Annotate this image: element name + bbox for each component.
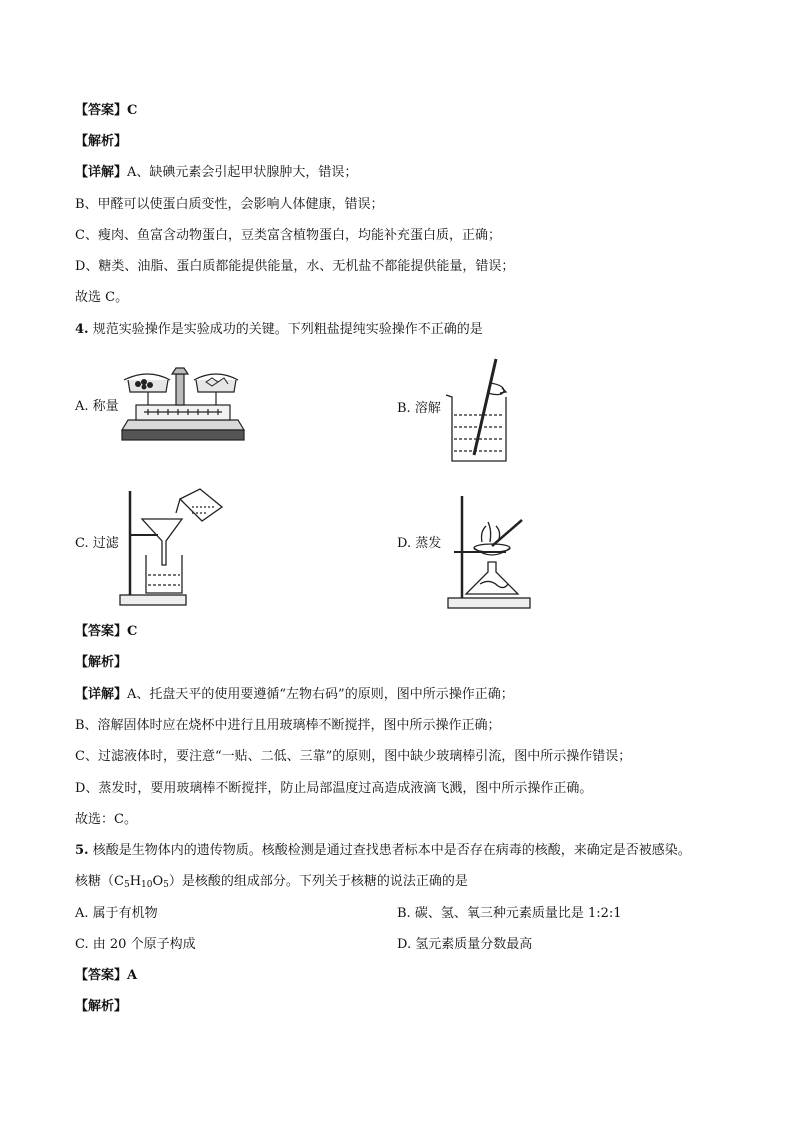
question-text: ）是核酸的组成部分。下列关于核糖的说法正确的是: [168, 874, 468, 889]
q5-answer: [75, 967, 137, 985]
q4-detail-a: [75, 686, 514, 704]
q4-analysis-label: 【解析】: [75, 655, 128, 670]
detail-text: A、托盘天平的使用要遵循“左物右码”的原则，图中所示操作正确；: [127, 687, 514, 702]
option-letter: C.: [75, 937, 89, 952]
q4-detail-b: B、溶解固体时应在烧杯中进行且用玻璃棒不断搅拌，图中所示操作正确；: [75, 718, 501, 733]
q4-option-b: [397, 400, 441, 418]
q3-answer: [75, 102, 137, 120]
option-text: 溶解: [414, 401, 441, 416]
option-text: 蒸发: [415, 536, 442, 551]
detail-text: A、缺碘元素会引起甲状腺肿大，错误；: [127, 165, 358, 180]
formula-text: O: [152, 874, 164, 889]
q4-conclusion: 故选：C。: [75, 812, 137, 827]
answer-value: A: [127, 968, 138, 983]
q4-stem: [75, 321, 483, 339]
formula-subscript: 5: [163, 880, 169, 890]
formula-subscript: 10: [141, 880, 153, 890]
evaporation-illustration: [446, 490, 536, 612]
answer-label: 【答案】: [75, 624, 128, 639]
option-letter: B.: [397, 401, 411, 416]
q4-detail-c: C、过滤液体时，要注意“一贴、二低、三靠”的原则，图中缺少玻璃棒引流，图中所示操作错误；: [75, 749, 632, 764]
q5-stem-line1: [75, 842, 691, 860]
q5-option-b: [397, 905, 622, 923]
q4-option-a: [75, 398, 119, 416]
formula-text: 核糖（C: [75, 874, 124, 889]
answer-value: C: [127, 103, 138, 118]
q5-option-d: [397, 936, 532, 954]
answer-label: 【答案】: [75, 968, 128, 983]
option-text: 碳、氢、氧三种元素质量比是 1:2:1: [414, 906, 622, 921]
option-letter: C.: [75, 536, 89, 551]
option-text: 由 20 个原子构成: [92, 937, 196, 952]
detail-label: 【详解】: [75, 687, 128, 702]
q5-stem-line2: [75, 873, 468, 891]
filtration-illustration: [118, 485, 228, 610]
q5-analysis-label: 【解析】: [75, 999, 128, 1014]
balance-illustration: [118, 360, 248, 450]
option-text: 过滤: [92, 536, 119, 551]
option-letter: A.: [75, 906, 89, 921]
option-letter: B.: [397, 906, 411, 921]
option-text: 属于有机物: [92, 906, 158, 921]
q3-analysis-label: 【解析】: [75, 134, 128, 149]
q3-detail-c: C、瘦肉、鱼富含动物蛋白，豆类富含植物蛋白，均能补充蛋白质，正确；: [75, 228, 501, 243]
q4-answer: [75, 623, 137, 641]
q3-detail-d: D、糖类、油脂、蛋白质都能提供能量，水、无机盐不都能提供能量，错误；: [75, 259, 515, 274]
q3-detail-a: [75, 164, 357, 182]
q4-option-c: [75, 535, 119, 553]
formula-subscript: 5: [123, 880, 130, 890]
dissolving-illustration: [444, 355, 514, 465]
question-text: 核酸是生物体内的遗传物质。核酸检测是通过查找患者标本中是否存在病毒的核酸，来确定是否被感染。: [92, 843, 691, 858]
detail-label: 【详解】: [75, 165, 128, 180]
q4-option-d: [397, 535, 441, 553]
formula-text: H: [129, 874, 142, 889]
q4-detail-d: D、蒸发时，要用玻璃棒不断搅拌，防止局部温度过高造成液滴飞溅，图中所示操作正确。: [75, 781, 593, 796]
option-letter: A.: [75, 399, 89, 414]
q5-option-c: [75, 936, 196, 954]
question-number: 4.: [75, 322, 89, 337]
option-letter: D.: [397, 536, 412, 551]
question-number: 5.: [75, 843, 89, 858]
question-text: 规范实验操作是实验成功的关键。下列粗盐提纯实验操作不正确的是: [92, 322, 483, 337]
option-letter: D.: [397, 937, 412, 952]
answer-value: C: [127, 624, 138, 639]
option-text: 氢元素质量分数最高: [415, 937, 533, 952]
q3-conclusion: 故选 C。: [75, 290, 129, 305]
q5-option-a: [75, 905, 158, 923]
option-text: 称量: [92, 399, 119, 414]
q3-detail-b: B、甲醛可以使蛋白质变性，会影响人体健康，错误；: [75, 197, 384, 212]
answer-label: 【答案】: [75, 103, 128, 118]
